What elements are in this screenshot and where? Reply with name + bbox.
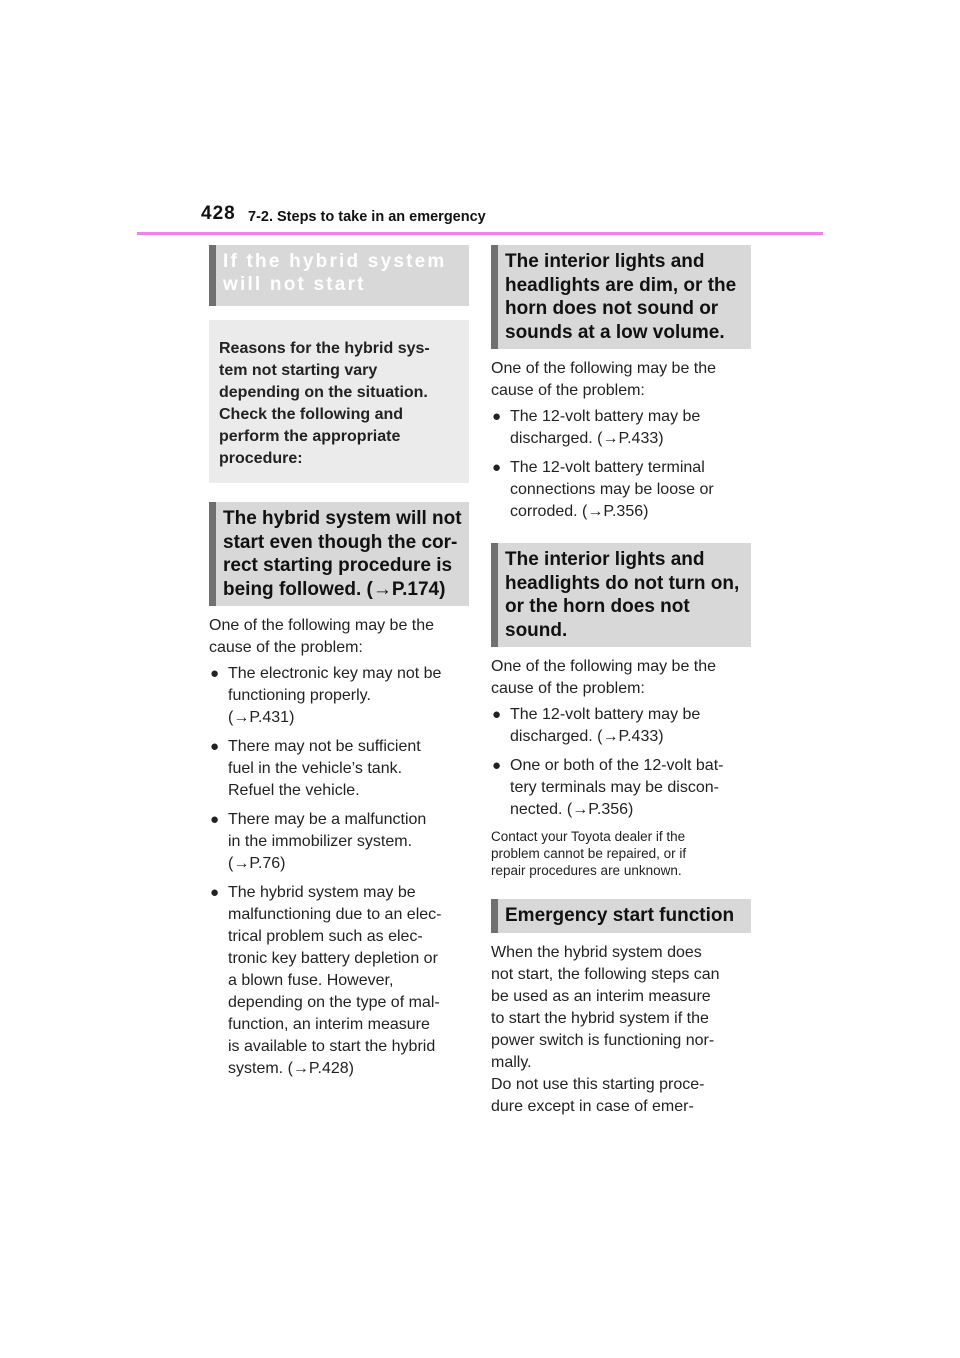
section-title-line-1: If the hybrid system [223, 251, 447, 272]
reasons-box [209, 320, 469, 483]
note-line: problem cannot be repaired, or if [491, 846, 687, 861]
reasons-line: tem not starting vary [219, 362, 378, 379]
bullet-list [209, 663, 469, 1080]
section-title-line-2: will not start [223, 274, 366, 295]
bullet-icon: ● [210, 665, 220, 682]
para-line: not start, the following steps can [491, 965, 720, 983]
bullet-line: system. (→P.428) [228, 1060, 354, 1077]
lead-line: One of the following may be the [491, 360, 717, 377]
subhead-will-not-start [209, 502, 469, 606]
subhead-line: horn does not sound or [505, 298, 719, 319]
bullet-line: The 12-volt battery terminal [510, 459, 705, 476]
section-label: 7-2. Steps to take in an emergency [248, 209, 486, 225]
bullet-list [491, 704, 751, 821]
note-line: repair procedures are unknown. [491, 863, 682, 878]
list-item [209, 882, 469, 1080]
reasons-line: procedure: [219, 450, 303, 467]
subhead-lights-off [491, 543, 751, 647]
bullet-line: functioning properly. [228, 687, 371, 704]
list-item [491, 406, 751, 450]
header-rule [137, 232, 823, 235]
bullet-line: tronic key battery depletion or [228, 950, 438, 967]
para-line: dure except in case of emer- [491, 1097, 694, 1115]
section-title-box [209, 245, 469, 306]
reasons-line: perform the appropriate [219, 428, 401, 445]
subhead-line: start even though the cor- [223, 531, 458, 553]
left-column [209, 245, 469, 1087]
bullet-line: The 12-volt battery may be [510, 706, 701, 723]
bullet-icon: ● [492, 459, 502, 476]
bullet-line: The hybrid system may be [228, 884, 416, 901]
subhead-line: or the horn does not [505, 596, 690, 617]
bullet-line: (→P.431) [228, 709, 295, 726]
bullet-icon: ● [210, 811, 220, 828]
bullet-line: corroded. (→P.356) [510, 503, 649, 520]
para-line: Do not use this starting proce- [491, 1075, 705, 1093]
lead-line: cause of the problem: [209, 639, 363, 656]
bullet-line: is available to start the hybrid [228, 1038, 436, 1055]
bullet-list [491, 406, 751, 523]
bullet-line: malfunctioning due to an elec- [228, 906, 442, 923]
bullet-line: discharged. (→P.433) [510, 728, 664, 745]
reasons-line: depending on the situation. [219, 384, 428, 401]
subhead-line: rect starting procedure is [223, 555, 453, 576]
para-line: be used as an interim measure [491, 987, 711, 1005]
emergency-paragraph [491, 942, 751, 1118]
bullet-line: depending on the type of mal- [228, 994, 440, 1011]
subhead-line: Emergency start function [505, 905, 735, 926]
bullet-line: Refuel the vehicle. [228, 782, 360, 799]
bullet-line: function, an interim measure [228, 1016, 430, 1033]
para-line: mally. [491, 1053, 532, 1071]
bullet-line: trical problem such as elec- [228, 928, 423, 945]
bullet-line: fuel in the vehicle’s tank. [228, 760, 403, 777]
lead-line: One of the following may be the [491, 658, 717, 675]
list-item [491, 704, 751, 748]
right-column [491, 245, 751, 1118]
dealer-note [491, 828, 751, 879]
reasons-line: Check the following and [219, 406, 404, 423]
bullet-line: tery terminals may be discon- [510, 779, 719, 796]
subhead-line: being followed. (→P.174) [223, 578, 446, 600]
subhead-line: The hybrid system will not [223, 508, 462, 529]
para-line: to start the hybrid system if the [491, 1009, 709, 1027]
list-item [209, 736, 469, 802]
subhead-line: The interior lights and [505, 549, 705, 570]
bullet-line: connections may be loose or [510, 481, 714, 498]
lead-line: cause of the problem: [491, 382, 645, 399]
subhead-emergency-start [491, 899, 751, 933]
bullet-line: There may not be sufficient [228, 738, 421, 755]
page-number: 428 [201, 203, 236, 224]
para-line: power switch is functioning nor- [491, 1031, 715, 1049]
list-item [209, 663, 469, 729]
note-line: Contact your Toyota dealer if the [491, 829, 686, 844]
reasons-line: Reasons for the hybrid sys- [219, 340, 430, 357]
bullet-line: a blown fuse. However, [228, 972, 394, 989]
bullet-line: One or both of the 12-volt bat- [510, 757, 724, 774]
bullet-line: discharged. (→P.433) [510, 430, 664, 447]
subhead-line: sounds at a low volume. [505, 321, 725, 343]
bullet-icon: ● [210, 884, 220, 901]
bullet-line: (→P.76) [228, 855, 286, 872]
list-item [209, 809, 469, 875]
subhead-lights-dim [491, 245, 751, 349]
lead-paragraph [491, 358, 751, 402]
bullet-line: The electronic key may not be [228, 665, 442, 682]
subhead-line: sound. [505, 619, 568, 641]
bullet-icon: ● [492, 706, 502, 723]
bullet-line: in the immobilizer system. [228, 833, 413, 850]
subhead-line: headlights are dim, or the [505, 274, 737, 296]
bullet-icon: ● [492, 408, 502, 425]
list-item [491, 755, 751, 821]
subhead-line: headlights do not turn on, [505, 572, 740, 594]
lead-paragraph [209, 615, 469, 659]
bullet-line: The 12-volt battery may be [510, 408, 701, 425]
subhead-line: The interior lights and [505, 251, 705, 272]
para-line: When the hybrid system does [491, 943, 702, 961]
bullet-icon: ● [210, 738, 220, 755]
bullet-line: nected. (→P.356) [510, 801, 634, 818]
lead-paragraph [491, 656, 751, 700]
bullet-line: There may be a malfunction [228, 811, 427, 828]
bullet-icon: ● [492, 757, 502, 774]
lead-line: cause of the problem: [491, 680, 645, 697]
list-item [491, 457, 751, 523]
lead-line: One of the following may be the [209, 617, 435, 634]
